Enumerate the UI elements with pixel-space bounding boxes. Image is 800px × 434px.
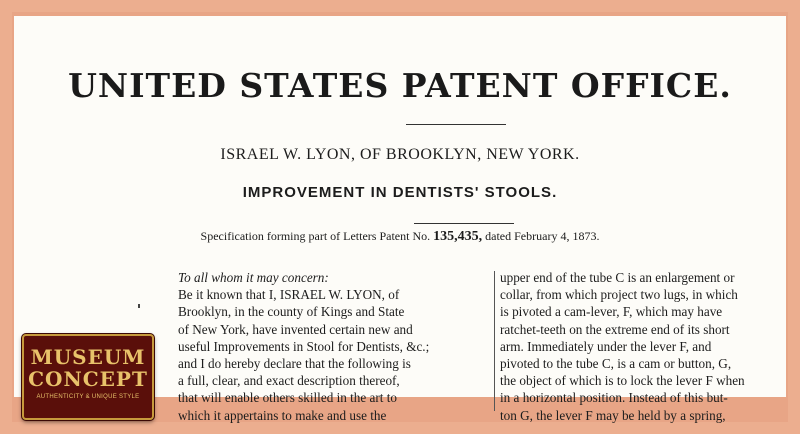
right-line: the object of which is to lock the lever F when bbox=[500, 373, 745, 389]
museum-concept-logo bbox=[22, 334, 154, 420]
salutation: To all whom it may concern: bbox=[178, 270, 329, 285]
spec-prefix: Specification forming part of Letters Patent No. bbox=[200, 229, 431, 243]
logo-tagline: AUTHENTICITY & UNIQUE STYLE bbox=[36, 394, 140, 400]
left-line: of New York, have invented certain new and bbox=[178, 321, 413, 337]
left-line: useful Improvements in Stool for Dentists, &c.; bbox=[178, 338, 430, 354]
improvement-title: IMPROVEMENT IN DENTISTS' STOOLS. bbox=[242, 184, 558, 201]
right-column bbox=[500, 269, 770, 424]
specification-line bbox=[14, 229, 786, 245]
left-line: and I do hereby declare that the following is bbox=[178, 355, 411, 371]
right-line: collar, from which project two lugs, in which bbox=[500, 287, 738, 303]
right-line: pivoted to the tube C, is a cam or button, G, bbox=[500, 355, 732, 371]
logo-word-concept: CONCEPT bbox=[28, 367, 148, 391]
title-rule bbox=[406, 124, 506, 125]
office-title: UNITED STATES PATENT OFFICE. bbox=[68, 66, 732, 105]
logo-word-museum: MUSEUM bbox=[30, 345, 146, 369]
inventor-line: ISRAEL W. LYON, OF BROOKLYN, NEW YORK. bbox=[220, 146, 580, 163]
section-rule bbox=[414, 223, 514, 224]
right-line: ton G, the lever F may be held by a spring, bbox=[500, 407, 726, 423]
right-line: arm. Immediately under the lever F, and bbox=[500, 338, 712, 354]
right-line: is pivoted a cam-lever, F, which may have bbox=[500, 304, 723, 320]
left-line: which it appertains to make and use the bbox=[178, 407, 387, 423]
left-line: a full, clear, and exact description thereof, bbox=[178, 373, 400, 389]
patent-number: 135,435, bbox=[433, 229, 483, 244]
left-line: Brooklyn, in the county of Kings and State bbox=[178, 304, 405, 320]
left-line: that will enable others skilled in the art to bbox=[178, 390, 398, 406]
column-divider bbox=[494, 271, 495, 411]
spec-suffix: dated February 4, 1873. bbox=[485, 229, 600, 243]
margin-mark bbox=[138, 304, 140, 308]
left-column bbox=[178, 269, 490, 424]
right-line: upper end of the tube C is an enlargement or bbox=[500, 270, 735, 285]
right-line: ratchet-teeth on the extreme end of its short bbox=[500, 321, 730, 337]
left-line: Be it known that I, ISRAEL W. LYON, of bbox=[178, 287, 400, 303]
right-line: in a horizontal position. Instead of this but- bbox=[500, 390, 728, 406]
